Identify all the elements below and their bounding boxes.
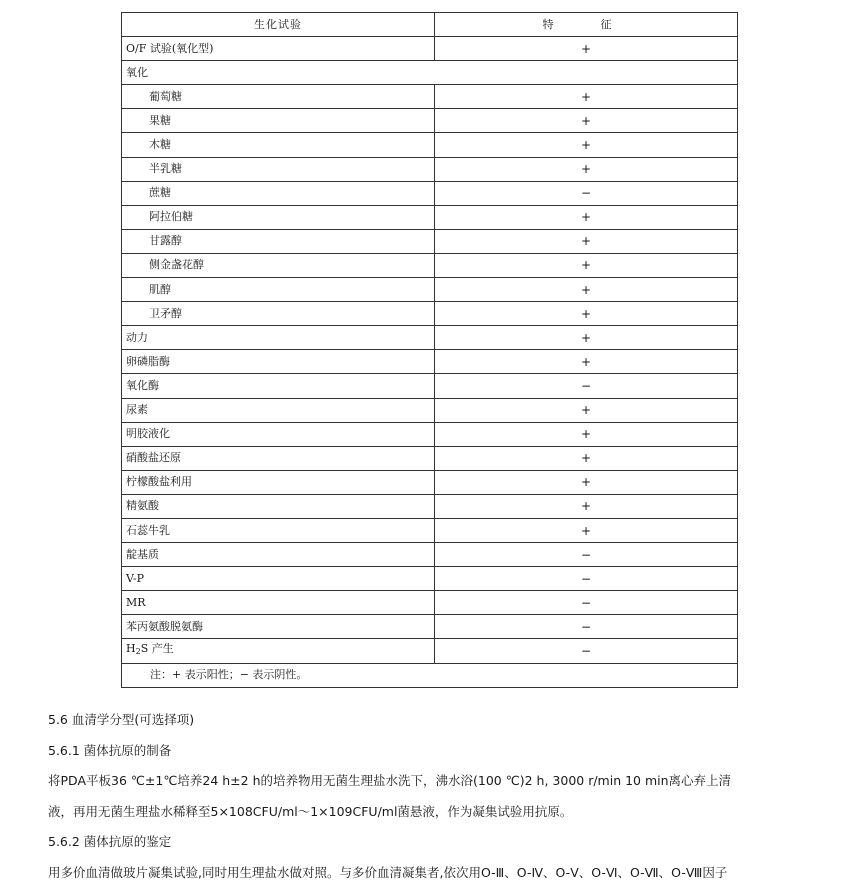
test-result: +	[435, 205, 738, 229]
test-name: 石蕊牛乳	[122, 518, 435, 542]
h2s-subscript: 2	[135, 647, 141, 657]
table-row	[122, 639, 738, 663]
table-header-row	[122, 13, 738, 37]
table-row	[122, 518, 738, 542]
biochemical-table-container	[121, 12, 737, 688]
test-name: O/F 试验(氧化型)	[122, 37, 435, 61]
test-name: 卵磷脂酶	[122, 350, 435, 374]
test-result: −	[435, 639, 738, 663]
test-result: +	[435, 446, 738, 470]
table-row	[122, 543, 738, 567]
test-name: 侧金盏花醇	[122, 253, 435, 277]
document-body	[48, 708, 838, 891]
table-row	[122, 229, 738, 253]
header-feature: 特 征	[435, 13, 738, 37]
test-name: 精氨酸	[122, 494, 435, 518]
table-row	[122, 37, 738, 61]
paragraph-line-2: 液，再用无菌生理盐水稀释至5×108CFU/ml～1×109CFU/ml菌悬液，作为凝集试验用抗原。	[48, 803, 573, 819]
section-heading-5-6-2: 5.6.2 菌体抗原的鉴定	[48, 834, 172, 849]
test-name: 硝酸盐还原	[122, 446, 435, 470]
test-name: 木糖	[122, 133, 435, 157]
test-result: −	[435, 615, 738, 639]
table-note-row	[122, 663, 738, 687]
test-result: +	[435, 253, 738, 277]
test-name: 明胶液化	[122, 422, 435, 446]
h2s-prefix: H	[126, 642, 136, 656]
test-result: +	[435, 422, 738, 446]
test-name: MR	[122, 591, 435, 615]
test-name: 阿拉伯糖	[122, 205, 435, 229]
paragraph-line-1: 将PDA平板36 ℃±1℃培养24 h±2 h的培养物用无菌生理盐水洗下，沸水浴(100 ℃)2 h, 3000 r/min 10 min离心弃上清	[48, 773, 732, 788]
test-name: 柠檬酸盐利用	[122, 470, 435, 494]
test-name: 半乳糖	[122, 157, 435, 181]
table-row	[122, 615, 738, 639]
test-name: 肌醇	[122, 278, 435, 302]
test-name: V-P	[122, 567, 435, 591]
table-row	[122, 133, 738, 157]
test-name: 氧化酶	[122, 374, 435, 398]
test-name: 卫矛醇	[122, 302, 435, 326]
table-row	[122, 85, 738, 109]
test-result: +	[435, 157, 738, 181]
paragraph-line-3: 用多价血清做玻片凝集试验,同时用生理盐水做对照。与多价血清凝集者,依次用O-Ⅲ、O-Ⅳ、O-Ⅴ、O-Ⅵ、O-Ⅶ、O-Ⅷ因子	[48, 864, 728, 880]
table-row	[122, 567, 738, 591]
test-result: −	[435, 567, 738, 591]
test-result: +	[435, 326, 738, 350]
table-row	[122, 326, 738, 350]
test-name: 蔗糖	[122, 181, 435, 205]
test-name: 尿素	[122, 398, 435, 422]
table-body	[122, 37, 738, 688]
test-name: 果糖	[122, 109, 435, 133]
table-row	[122, 470, 738, 494]
test-result: +	[435, 85, 738, 109]
biochemical-table	[121, 12, 738, 688]
test-name: 甘露醇	[122, 229, 435, 253]
table-row	[122, 253, 738, 277]
test-result: +	[435, 133, 738, 157]
test-result: +	[435, 398, 738, 422]
table-row	[122, 302, 738, 326]
test-result: +	[435, 278, 738, 302]
table-row	[122, 181, 738, 205]
section-heading-5-6-1: 5.6.1 菌体抗原的制备	[48, 742, 172, 758]
test-result: −	[435, 591, 738, 615]
header-test: 生化试验	[122, 13, 435, 37]
table-row	[122, 591, 738, 615]
table-row	[122, 350, 738, 374]
table-row-group	[122, 61, 738, 85]
test-result: +	[435, 470, 738, 494]
test-name: 苯丙氨酸脱氨酶	[122, 615, 435, 639]
test-group-name: 氧化	[122, 61, 738, 85]
h2s-suffix: S 产生	[140, 642, 174, 656]
table-row	[122, 374, 738, 398]
test-name: 靛基质	[122, 543, 435, 567]
test-result: −	[435, 181, 738, 205]
test-result: +	[435, 494, 738, 518]
test-result: −	[435, 543, 738, 567]
test-result: +	[435, 37, 738, 61]
test-name: 动力	[122, 326, 435, 350]
test-result: +	[435, 229, 738, 253]
table-row	[122, 109, 738, 133]
table-note: 注：+ 表示阳性；− 表示阴性。	[122, 663, 738, 687]
section-heading-5-6: 5.6 血清学分型(可选择项)	[48, 712, 195, 727]
table-row	[122, 422, 738, 446]
table-row	[122, 278, 738, 302]
test-result: +	[435, 302, 738, 326]
test-result: +	[435, 518, 738, 542]
test-result: +	[435, 350, 738, 374]
test-name-h2s	[122, 639, 435, 663]
test-name: 葡萄糖	[122, 85, 435, 109]
table-row	[122, 157, 738, 181]
test-result: −	[435, 374, 738, 398]
table-row	[122, 398, 738, 422]
table-row	[122, 446, 738, 470]
test-result: +	[435, 109, 738, 133]
table-row	[122, 494, 738, 518]
table-row	[122, 205, 738, 229]
